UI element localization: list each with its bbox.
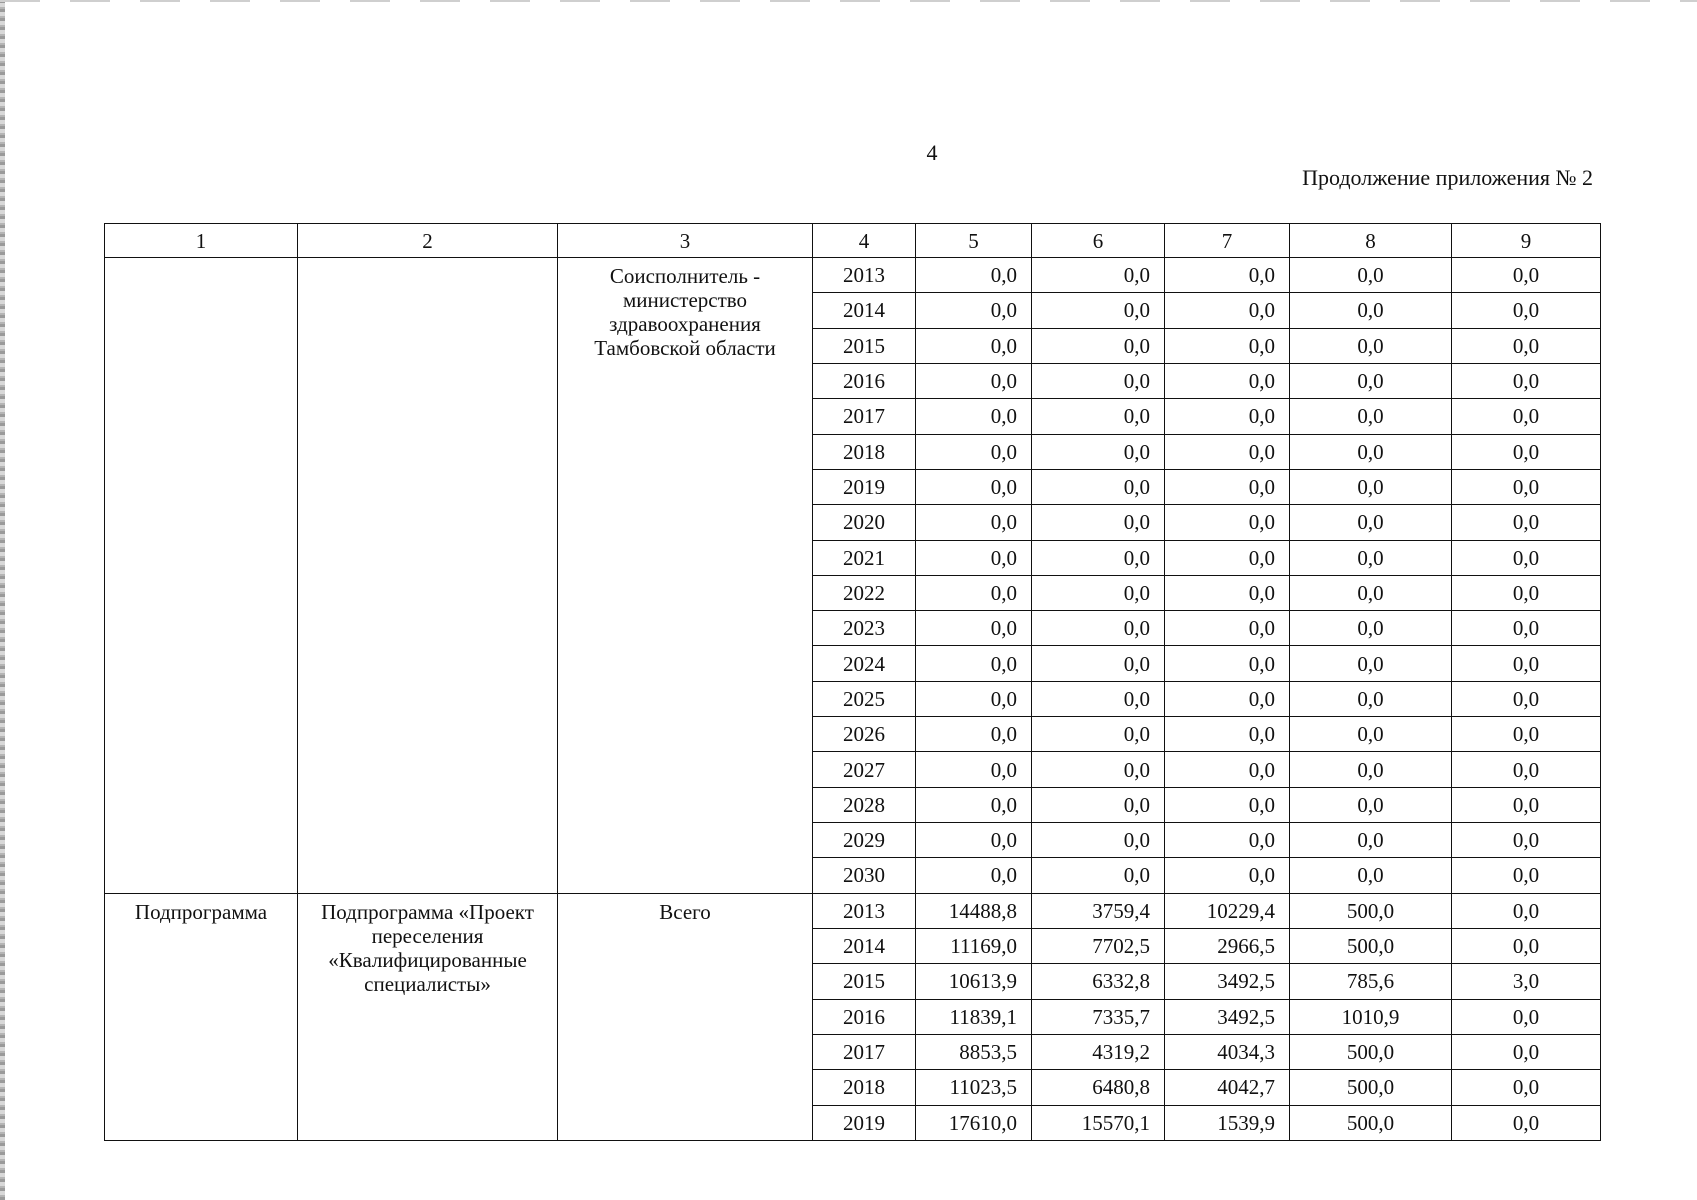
row-type-cell [105,258,298,894]
value-cell: 0,0 [1290,717,1452,752]
value-cell: 0,0 [1032,575,1165,610]
value-cell: 4034,3 [1165,1034,1290,1069]
value-cell: 0,0 [1165,752,1290,787]
year-cell: 2017 [813,1034,916,1069]
year-cell: 2021 [813,540,916,575]
value-cell: 0,0 [1290,258,1452,293]
value-cell: 0,0 [916,752,1032,787]
value-cell: 0,0 [1032,258,1165,293]
value-cell: 0,0 [1452,575,1601,610]
value-cell: 0,0 [1165,469,1290,504]
value-cell: 0,0 [1452,399,1601,434]
executor-cell: Соисполнитель - министерство здравоохранения Тамбовской области [558,258,813,894]
value-cell: 0,0 [1452,258,1601,293]
program-name-cell: Подпрограмма «Проект переселения «Квалифицированные специалисты» [298,893,558,1140]
column-header: 9 [1452,224,1601,258]
value-cell: 0,0 [1032,681,1165,716]
value-cell: 0,0 [1290,787,1452,822]
value-cell: 0,0 [1032,540,1165,575]
year-cell: 2015 [813,964,916,999]
scan-edge [0,0,5,1200]
year-cell: 2020 [813,505,916,540]
value-cell: 0,0 [1452,646,1601,681]
value-cell: 0,0 [916,399,1032,434]
value-cell: 0,0 [916,505,1032,540]
value-cell: 3759,4 [1032,893,1165,928]
value-cell: 0,0 [916,611,1032,646]
column-header: 8 [1290,224,1452,258]
value-cell: 0,0 [1290,540,1452,575]
year-cell: 2014 [813,293,916,328]
value-cell: 0,0 [1290,505,1452,540]
value-cell: 15570,1 [1032,1105,1165,1141]
value-cell: 500,0 [1290,1105,1452,1141]
year-cell: 2022 [813,575,916,610]
value-cell: 0,0 [1165,434,1290,469]
value-cell: 0,0 [1452,717,1601,752]
value-cell: 0,0 [1452,999,1601,1034]
value-cell: 0,0 [916,293,1032,328]
value-cell: 10229,4 [1165,893,1290,928]
value-cell: 0,0 [916,434,1032,469]
page-number: 4 [926,140,938,165]
year-cell: 2028 [813,787,916,822]
year-cell: 2018 [813,1070,916,1105]
year-cell: 2019 [813,469,916,504]
value-cell: 0,0 [1290,469,1452,504]
value-cell: 0,0 [1165,293,1290,328]
scan-edge-top [0,0,1697,2]
value-cell: 0,0 [1290,399,1452,434]
year-cell: 2026 [813,717,916,752]
value-cell: 0,0 [1165,681,1290,716]
appendix-caption: Продолжение приложения № 2 [1302,165,1593,190]
column-header: 7 [1165,224,1290,258]
column-header: 5 [916,224,1032,258]
value-cell: 500,0 [1290,1034,1452,1069]
year-cell: 2023 [813,611,916,646]
year-cell: 2013 [813,893,916,928]
value-cell: 0,0 [1452,611,1601,646]
value-cell: 0,0 [1452,752,1601,787]
value-cell: 0,0 [1165,540,1290,575]
value-cell: 11023,5 [916,1070,1032,1105]
value-cell: 0,0 [1165,858,1290,893]
value-cell: 0,0 [1032,293,1165,328]
value-cell: 0,0 [1165,611,1290,646]
value-cell: 3492,5 [1165,999,1290,1034]
value-cell: 0,0 [1032,823,1165,858]
value-cell: 0,0 [1452,469,1601,504]
value-cell: 0,0 [1452,858,1601,893]
value-cell: 1539,9 [1165,1105,1290,1141]
row-type-cell: Подпрограмма [105,893,298,1140]
value-cell: 0,0 [1165,328,1290,363]
value-cell: 7335,7 [1032,999,1165,1034]
value-cell: 6480,8 [1032,1070,1165,1105]
value-cell: 0,0 [1032,611,1165,646]
value-cell: 10613,9 [916,964,1032,999]
value-cell: 0,0 [1032,752,1165,787]
year-cell: 2027 [813,752,916,787]
value-cell: 0,0 [916,258,1032,293]
column-header: 6 [1032,224,1165,258]
value-cell: 0,0 [1032,399,1165,434]
value-cell: 0,0 [916,575,1032,610]
value-cell: 0,0 [1032,363,1165,398]
column-header: 4 [813,224,916,258]
value-cell: 0,0 [1165,399,1290,434]
value-cell: 0,0 [1290,575,1452,610]
value-cell: 0,0 [916,858,1032,893]
value-cell: 0,0 [1032,646,1165,681]
value-cell: 0,0 [1165,575,1290,610]
value-cell: 11839,1 [916,999,1032,1034]
year-cell: 2019 [813,1105,916,1141]
value-cell: 500,0 [1290,893,1452,928]
year-cell: 2018 [813,434,916,469]
value-cell: 0,0 [1290,434,1452,469]
value-cell: 4319,2 [1032,1034,1165,1069]
value-cell: 0,0 [1165,505,1290,540]
value-cell: 0,0 [1165,787,1290,822]
value-cell: 0,0 [1032,787,1165,822]
year-cell: 2016 [813,363,916,398]
value-cell: 0,0 [1452,434,1601,469]
value-cell: 0,0 [916,328,1032,363]
table-body [105,258,1601,1141]
value-cell: 0,0 [1290,646,1452,681]
value-cell: 785,6 [1290,964,1452,999]
year-cell: 2024 [813,646,916,681]
value-cell: 0,0 [1452,1105,1601,1141]
value-cell: 0,0 [1452,1034,1601,1069]
value-cell: 0,0 [1032,469,1165,504]
value-cell: 0,0 [916,787,1032,822]
year-cell: 2025 [813,681,916,716]
value-cell: 0,0 [1452,540,1601,575]
value-cell: 0,0 [1165,646,1290,681]
value-cell: 0,0 [916,363,1032,398]
table-row [105,893,1601,928]
value-cell: 0,0 [1452,328,1601,363]
value-cell: 0,0 [1165,717,1290,752]
value-cell: 2966,5 [1165,928,1290,963]
value-cell: 0,0 [1165,363,1290,398]
year-cell: 2013 [813,258,916,293]
value-cell: 3,0 [1452,964,1601,999]
table-header-row [105,224,1601,258]
executor-cell: Всего [558,893,813,1140]
year-cell: 2016 [813,999,916,1034]
column-header: 2 [298,224,558,258]
value-cell: 0,0 [916,469,1032,504]
value-cell: 0,0 [916,681,1032,716]
value-cell: 0,0 [1032,328,1165,363]
value-cell: 0,0 [1452,787,1601,822]
value-cell: 0,0 [1452,823,1601,858]
column-header: 3 [558,224,813,258]
value-cell: 7702,5 [1032,928,1165,963]
value-cell: 0,0 [916,646,1032,681]
year-cell: 2014 [813,928,916,963]
year-cell: 2017 [813,399,916,434]
value-cell: 0,0 [1452,893,1601,928]
budget-table [104,223,1601,1141]
value-cell: 0,0 [1032,434,1165,469]
value-cell: 0,0 [1452,1070,1601,1105]
year-cell: 2029 [813,823,916,858]
value-cell: 500,0 [1290,928,1452,963]
value-cell: 6332,8 [1032,964,1165,999]
table-row [105,258,1601,293]
value-cell: 0,0 [1290,293,1452,328]
value-cell: 1010,9 [1290,999,1452,1034]
value-cell: 0,0 [1032,505,1165,540]
column-header: 1 [105,224,298,258]
value-cell: 0,0 [1452,505,1601,540]
value-cell: 0,0 [916,717,1032,752]
value-cell: 0,0 [1452,681,1601,716]
value-cell: 0,0 [916,540,1032,575]
value-cell: 500,0 [1290,1070,1452,1105]
value-cell: 0,0 [1290,363,1452,398]
value-cell: 0,0 [1290,328,1452,363]
value-cell: 3492,5 [1165,964,1290,999]
value-cell: 0,0 [1452,293,1601,328]
value-cell: 8853,5 [916,1034,1032,1069]
program-name-cell [298,258,558,894]
value-cell: 11169,0 [916,928,1032,963]
value-cell: 0,0 [1290,611,1452,646]
value-cell: 0,0 [916,823,1032,858]
year-cell: 2015 [813,328,916,363]
value-cell: 0,0 [1290,681,1452,716]
value-cell: 0,0 [1165,258,1290,293]
value-cell: 17610,0 [916,1105,1032,1141]
year-cell: 2030 [813,858,916,893]
value-cell: 0,0 [1032,858,1165,893]
value-cell: 4042,7 [1165,1070,1290,1105]
value-cell: 0,0 [1290,823,1452,858]
value-cell: 0,0 [1290,752,1452,787]
value-cell: 0,0 [1165,823,1290,858]
value-cell: 0,0 [1032,717,1165,752]
value-cell: 14488,8 [916,893,1032,928]
value-cell: 0,0 [1290,858,1452,893]
value-cell: 0,0 [1452,363,1601,398]
value-cell: 0,0 [1452,928,1601,963]
